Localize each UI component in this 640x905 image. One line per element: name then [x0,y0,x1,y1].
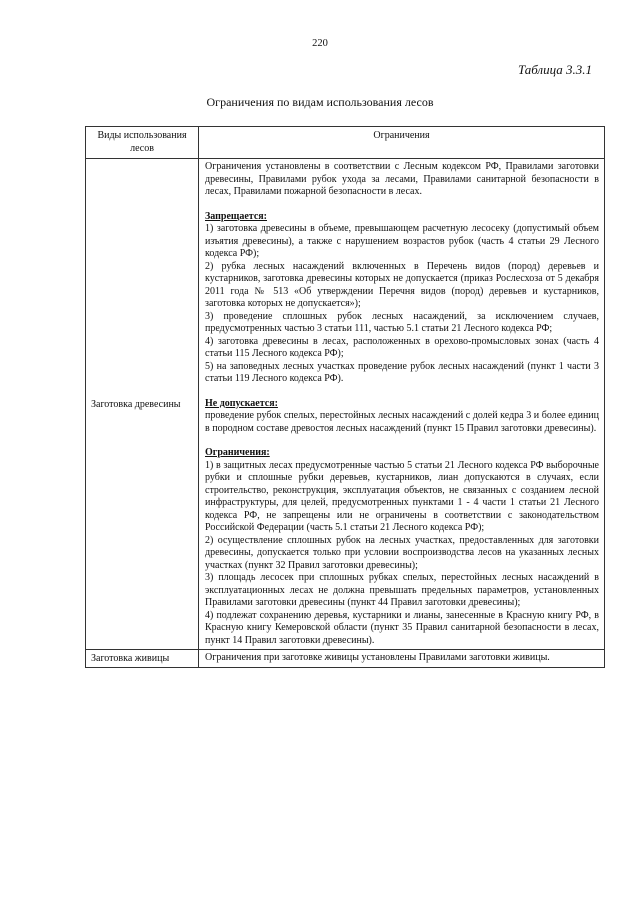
usage-type-cell: Заготовка живицы [86,650,199,668]
document-title: Ограничения по видам использования лесов [206,95,434,109]
table-header-row [86,127,605,159]
section-heading-restrictions: Ограничения: [205,447,270,458]
intro-paragraph: Ограничения установлены в соответствии с Лесным кодексом РФ, Правилами заготовки древесины, Правилами рубок ухода за лесами, Правилами санитарной безопасности в лесах, Правилами пожарной безопасности в лесах. [205,161,599,197]
list-item: 1) в защитных лесах предусмотренные частью 5 статьи 21 Лесного кодекса РФ выборочные рубки и сплошные рубки деревьев, кустарников, лиан допускаются в случаях, если строительство, реконструкция, эксплуатация объектов, не связанных с созданием лесной инфраструктуры, для целей, предусмотренных пунктами 1 - 4 части 1 статьи 21 Лесного кодекса РФ, не запрещены или не ограничены в соответствии с законодательством Российской Федерации (часть 5.1 статьи 21 Лесного кодекса РФ); [205,459,599,533]
list-item: 5) на заповедных лесных участках проведение рубок лесных насаждений (пункт 1 части 3 статьи 119 Лесного кодекса РФ). [205,360,599,384]
table-row [86,650,605,668]
header-usage-types: Виды использования лесов [86,127,199,159]
page-number: 220 [312,38,328,49]
section-heading-prohibited: Запрещается: [205,210,268,222]
header-restrictions: Ограничения [199,127,605,159]
list-item: 2) осуществление сплошных рубок на лесных участках, предоставленных для заготовки древесины, допускается только при условии воспроизводства лесов на указанных лесных участках (пункт 32 Правил заготовки древесины); [205,534,599,571]
table-label: Таблица 3.3.1 [517,62,592,77]
restrictions-table [85,126,605,668]
table-row [86,159,605,650]
list-item: 4) заготовка древесины в лесах, расположенных в орехово-промысловых зонах (часть 4 статьи 115 Лесного кодекса РФ); [205,335,599,359]
list-item: 3) проведение сплошных рубок лесных насаждений, за исключением случаев, предусмотренных частью 3 статьи 111, частью 5.1 статьи 21 Лесного кодекса РФ; [205,310,599,334]
list-item: проведение рубок спелых, перестойных лесных насаждений с долей кедра 3 и более единиц в породном составе древостоя лесных насаждений (пункт 15 Правил заготовки древесины). [205,410,599,434]
restrictions-cell: Ограничения при заготовке живицы установлены Правилами заготовки живицы. [199,650,605,668]
list-item: 3) площадь лесосек при сплошных рубках спелых, перестойных лесных насаждений в эксплуатационных лесах не должна превышать предельных параметров, установленных Правилами заготовки древесины (пункт 44 Правил заготовки древесины); [205,572,599,608]
usage-type-cell: Заготовка древесины [86,159,199,650]
list-item: 1) заготовка древесины в объеме, превышающем расчетную лесосеку (допустимый объем изъятия древесины), а также с нарушением возрастов рубок (часть 4 статьи 29 Лесного кодекса РФ); [205,223,599,259]
section-heading-not-allowed: Не допускается: [205,397,278,409]
list-item: 4) подлежат сохранению деревья, кустарники и лианы, занесенные в Красную книгу РФ, в Красную книгу Кемеровской области (пункт 35 Правил санитарной безопасности в лесах, пункт 14 Правил заготовки древесины). [205,609,599,646]
list-item: 2) рубка лесных насаждений включенных в Перечень видов (пород) деревьев и кустарников, заготовка древесины которых не допускается (приказ Рослесхоза от 5 декабря 2011 года № 513 «Об утверждении Перечня видов (пород) деревьев и кустарников, заготовка которых не допускается»); [205,260,599,309]
restrictions-cell [199,159,605,650]
